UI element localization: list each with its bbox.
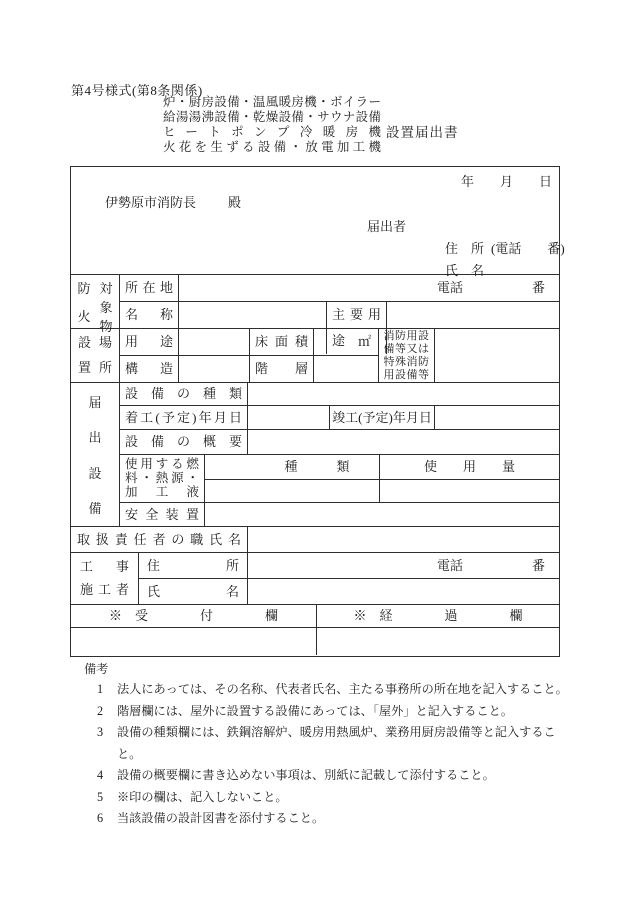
floors-value <box>313 356 378 382</box>
header-section <box>71 167 565 278</box>
handler-section <box>71 527 559 553</box>
note-text: 設備の概要欄に書き込めない事項は、別紙に記載して添付すること。 <box>117 768 495 782</box>
site-address-label: 所在地 <box>119 275 178 301</box>
fuel-amount-value <box>379 480 559 502</box>
fire-equipment-line: 用設備等 <box>383 369 430 381</box>
install-place-line: 設場 <box>78 335 112 351</box>
fire-equipment-label <box>378 329 434 382</box>
site-phone-no-label: 番 <box>531 280 545 295</box>
fuel-amount-header: 使 用 量 <box>379 455 559 479</box>
complete-date-value <box>434 406 559 429</box>
fire-equipment-line: 特殊消防 <box>383 356 430 368</box>
contractor-name-value <box>247 579 559 604</box>
notified-equipment-label <box>71 383 119 526</box>
equipment-outline-value <box>247 430 559 454</box>
note-number: 2 <box>97 703 104 718</box>
equipment-outline-label: 設備の概要 <box>119 430 247 454</box>
note-text: 設備の種類欄には、鉄鋼溶解炉、暖房用熱風炉、業務用厨房設備等と記入するこ と。 <box>117 725 556 761</box>
fuel-source-line: 料・熱源・ <box>125 471 199 485</box>
site-address-value <box>178 275 559 301</box>
notifier-address-label: 住 所 <box>445 241 485 256</box>
structure-value <box>178 356 249 382</box>
note-item <box>84 701 576 723</box>
start-date-label: 着工(予定)年月日 <box>119 406 247 429</box>
fuel-source-line: 加工液 <box>125 485 199 499</box>
equipment-type-label: 設備の種類 <box>119 383 247 405</box>
floor-area-label: 床面積 <box>249 329 313 355</box>
use-value <box>178 329 249 355</box>
safety-device-value <box>204 503 559 526</box>
fire-target-char: 物 <box>99 319 113 334</box>
reception-column-value <box>71 628 316 656</box>
structure-label: 構造 <box>119 356 178 382</box>
fuel-type-header-text: 種 類 <box>284 459 350 474</box>
date-line: 年 月 日 <box>460 174 552 189</box>
fire-equipment-line: 消防用設 <box>383 330 430 342</box>
fire-equipment-line: 備等又は <box>383 343 430 355</box>
equipment-line-2: 給湯湯沸設備・乾燥設備・サウナ設備 <box>163 110 381 124</box>
note-number: 4 <box>97 768 104 782</box>
fire-target-char: 防 <box>77 281 91 296</box>
equipment-line-1: 炉・厨房設備・温風暖房機・ボイラー <box>163 95 381 109</box>
main-form-table <box>70 166 565 657</box>
fire-target-label <box>71 275 119 334</box>
contractor-line: 施工者 <box>80 582 129 598</box>
note-item <box>84 679 576 701</box>
note-number: 5 <box>97 789 104 804</box>
contractor-line: 工事 <box>80 558 129 574</box>
contractor-phone-no-label: 番 <box>531 558 545 573</box>
main-use-label: 主要用途 <box>326 302 386 354</box>
note-item <box>84 808 576 830</box>
note-text: ※印の欄は、記入しないこと。 <box>117 789 288 804</box>
addressee-honorific: 殿 <box>228 195 242 210</box>
contractor-section <box>71 553 559 605</box>
notified-char: 設 <box>88 465 102 481</box>
fuel-type-value <box>204 480 379 502</box>
reception-column-header: ※ 受 付 欄 <box>108 608 278 623</box>
notifier-name-label: 氏 名 <box>445 263 485 278</box>
notified-char: 備 <box>88 500 102 516</box>
handler-value <box>247 527 559 552</box>
contractor-name-label: 氏名 <box>138 579 247 604</box>
fire-equipment-value <box>434 329 559 382</box>
progress-column-value <box>316 628 559 655</box>
notified-char: 届 <box>88 395 102 410</box>
site-phone-label: 電話 <box>437 280 464 295</box>
note-number: 6 <box>97 811 104 825</box>
contractor-address-value <box>247 553 559 578</box>
fuel-source-line: 使用する燃 <box>125 457 199 471</box>
install-place-section <box>71 329 559 383</box>
note-number: 1 <box>97 682 104 696</box>
equipment-line-3: ヒートポンプ冷暖房機 <box>163 125 381 139</box>
floor-area-value <box>313 329 378 355</box>
safety-device-label: 安全装置 <box>119 503 204 526</box>
note-item <box>84 765 576 787</box>
notified-char: 出 <box>88 430 102 446</box>
note-text: 階層欄には、屋外に設置する設備にあっては、「屋外」と記入すること。 <box>117 703 513 718</box>
equipment-type-value <box>247 383 559 405</box>
use-label: 用途 <box>119 329 178 355</box>
notifier-label: 届出者 <box>367 219 407 234</box>
fire-target-char: 象 <box>99 300 113 315</box>
fire-target-char: 対 <box>99 281 113 296</box>
form-number: 第4号様式(第8条関係) <box>71 83 203 98</box>
complete-date-label: 竣工(予定)年月日 <box>329 406 434 429</box>
sqm-unit: ㎡ <box>357 334 371 349</box>
note-text: 法人にあっては、その名称、代表者氏名、主たる事務所の所在地を記入すること。 <box>117 682 568 696</box>
fuel-source-label <box>119 455 204 502</box>
stamp-section <box>71 605 559 656</box>
floors-label: 階層 <box>249 356 313 382</box>
install-place-label <box>71 329 119 382</box>
contractor-phone-label: 電話 <box>437 558 464 573</box>
notes-title: 備考 <box>84 662 109 676</box>
equipment-line-4: 火花を生ずる設備・放電加工機 <box>163 140 381 154</box>
notifier-phone-hint: (電話 番) <box>491 241 565 256</box>
equipment-type-list <box>163 95 381 155</box>
handler-label: 取扱責任者の職氏名 <box>77 532 241 547</box>
contractor-label <box>71 553 138 604</box>
page-title: 設置届出書 <box>386 125 459 140</box>
contractor-address-label: 住所 <box>138 553 247 578</box>
building-name-label: 名称 <box>119 302 178 354</box>
progress-column-header: ※ 経 過 欄 <box>316 605 559 627</box>
install-place-line: 置所 <box>78 359 112 375</box>
fuel-type-header <box>204 455 379 479</box>
notified-equipment-section <box>71 383 559 527</box>
fire-target-char: 火 <box>77 309 91 324</box>
note-text: 当該設備の設計図書を添付すること。 <box>117 811 325 825</box>
start-date-value <box>247 406 329 429</box>
notes-block <box>84 659 576 830</box>
note-item <box>84 787 576 809</box>
note-item <box>84 722 576 765</box>
note-number: 3 <box>97 725 104 739</box>
addressee: 伊勢原市消防長 <box>105 195 197 210</box>
